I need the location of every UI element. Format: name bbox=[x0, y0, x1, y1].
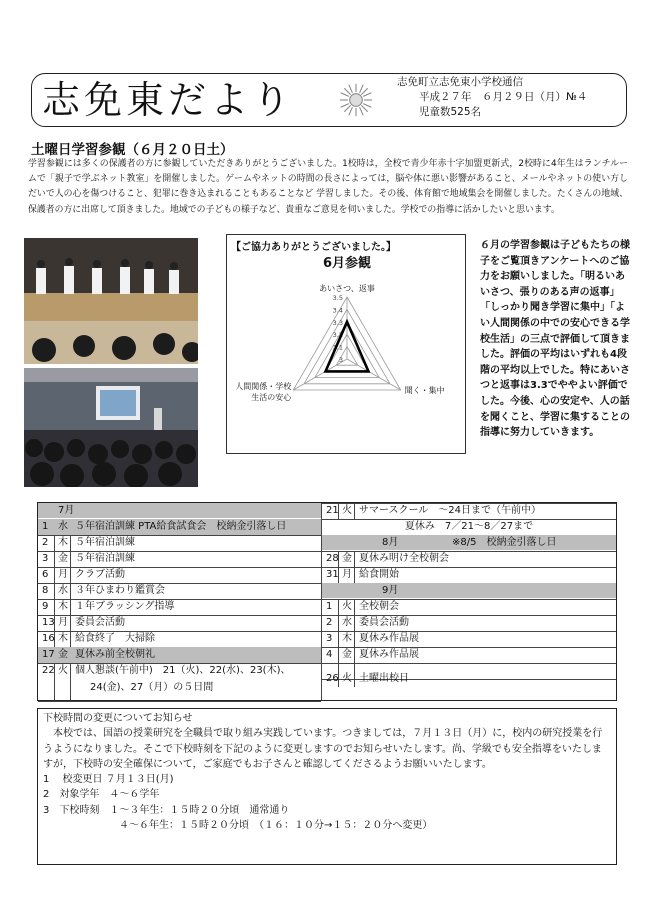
schedule-row bbox=[38, 567, 321, 583]
schedule-cell: 火 bbox=[58, 665, 68, 676]
notice-heading: 下校時間の変更についてお知らせ bbox=[43, 713, 193, 724]
schedule-cell: 委員会活動 bbox=[75, 617, 125, 628]
schedule-cell: 4 bbox=[326, 649, 333, 660]
survey-description: ６月の学習参観は子どもたちの様子をご覧頂きアンケートへのご協力をお願いしました。「明るいあいさつ、張りのある声の返事」「しっかり聞き学習に集中」「よい人間関係の中での安心できる学校生活」の三点で評価して頂きました。評価の平均はいずれも4段階の平均以上でした。特にあいさつと返事は3.3でややよい評価でした。今後、心の安定や、人の話を聞くこと、学習に集することの指導に努力していきます。 bbox=[480, 240, 630, 439]
axis-label-greeting: あいさつ、返事 bbox=[319, 284, 375, 293]
schedule-cell: 3 bbox=[42, 553, 49, 564]
schedule-cell: ※8/5 校納金引落し日 bbox=[452, 537, 557, 548]
schedule-cell: 木 bbox=[58, 601, 68, 612]
notice-item-time-upper: ４～６年生：１５時２０分頃 （１６：１０分→１５：２０分へ変更） bbox=[119, 820, 433, 832]
schedule-row bbox=[322, 631, 616, 646]
schedule-row bbox=[322, 503, 616, 518]
radar-tick-label: 3.3 bbox=[332, 318, 343, 327]
schedule-cell: 13 bbox=[42, 617, 55, 628]
radar-spoke bbox=[347, 359, 401, 390]
schedule-cell: 金 bbox=[58, 649, 68, 660]
schedule-row bbox=[38, 599, 321, 615]
grid-line bbox=[354, 599, 355, 615]
schedule-cell: 夏休み前全校朝礼 bbox=[75, 649, 155, 660]
schedule-row bbox=[322, 647, 616, 662]
schedule-cell: 2 bbox=[326, 617, 333, 628]
schedule-row bbox=[38, 519, 321, 535]
schedule-cell: 金 bbox=[342, 553, 352, 564]
schedule-row bbox=[38, 663, 321, 701]
survey-box bbox=[226, 234, 466, 454]
radar-tick-label: 3.5 bbox=[332, 294, 343, 302]
schedule-cell: 火 bbox=[342, 673, 352, 684]
schedule-cell: ３年ひまわり鑑賞会 bbox=[75, 585, 165, 596]
schedule-cell: 3 bbox=[326, 633, 333, 644]
schedule-cell: 個人懇談(午前中) 21（火)、22(水)、23(木)、 bbox=[75, 665, 291, 676]
section-heading: 土曜日学習参観（６月２０日土） bbox=[31, 142, 234, 158]
schedule-cell: クラブ活動 bbox=[75, 569, 125, 580]
schedule-row bbox=[322, 599, 616, 614]
schedule-cell: 火 bbox=[342, 601, 352, 612]
issue-date: 平成２７年 ６月２９日（月）№４ bbox=[419, 91, 588, 103]
notice-body: 本校では、国語の授業研究を全職員で取り組み実践しています。つきましては，７月１３日（月）に，校内の研究授業を行うようになりました。そこで下校時刻を下記のように変更しますのでお知らせいたします。尚、学級でも安全指導をいたしますが，下校時の安全確保について，ご家庭でもお子さんと確認してくださるようお願いいたします。 bbox=[43, 728, 603, 770]
newsletter-title: 志免東だより bbox=[42, 78, 295, 122]
schedule-cell: 月 bbox=[58, 617, 68, 628]
axis-label-listening: 聞く・集中 bbox=[404, 386, 445, 395]
grid-line bbox=[338, 567, 339, 583]
radar-tick-label: 3 bbox=[338, 356, 343, 364]
schedule-row bbox=[322, 671, 616, 686]
schedule-cell: 2 bbox=[42, 537, 49, 548]
grid-line bbox=[338, 599, 339, 615]
schedule-cell: 8 bbox=[42, 585, 49, 596]
grid-line bbox=[338, 631, 339, 647]
schedule-row bbox=[38, 535, 321, 551]
schedule-cell: 給食開始 bbox=[359, 569, 399, 580]
axis-label-relations: 人間関係・学校 bbox=[235, 382, 292, 391]
schedule-cell: 水 bbox=[58, 585, 68, 596]
grid-line bbox=[354, 631, 355, 647]
grid-line bbox=[354, 567, 355, 583]
schedule-cell: 全校朝会 bbox=[359, 601, 399, 612]
schedule-cell: 8月 bbox=[382, 537, 399, 548]
schedule-cell: ５年宿泊訓練 PTA給食試食会 校納金引落し日 bbox=[75, 521, 287, 532]
radar-tick-label: 3.1 bbox=[332, 343, 343, 352]
grid-line bbox=[338, 615, 339, 631]
schedule-cell: 金 bbox=[58, 553, 68, 564]
school-name: 志免町立志免東小学校通信 bbox=[397, 76, 523, 88]
radar-tick-label: 3.4 bbox=[332, 306, 343, 315]
grid-line bbox=[322, 663, 616, 664]
schedule-table bbox=[37, 502, 617, 701]
schedule-row bbox=[38, 551, 321, 567]
schedule-row bbox=[322, 551, 616, 566]
schedule-cell: 31 bbox=[326, 569, 339, 580]
student-count: 児童数525名 bbox=[419, 106, 482, 118]
schedule-cell: 24(金)、27（月）の５日間 bbox=[90, 682, 214, 693]
schedule-cell: 夏休み明け全校朝会 bbox=[359, 553, 449, 564]
month-header-september: 9月 bbox=[322, 583, 616, 598]
summer-vacation-note: 夏休み 7／21～8／27まで bbox=[404, 521, 534, 532]
chart-title: 6月参観 bbox=[322, 256, 372, 271]
net-class-photo bbox=[24, 368, 198, 487]
grid-line bbox=[354, 647, 355, 663]
schedule-cell: 夏休み作品展 bbox=[359, 649, 419, 660]
grid-line bbox=[338, 551, 339, 567]
intro-paragraph: 学習参観には多くの保護者の方に参観していただきありがとうございました。1校時は，全校で青少年赤十字加盟更新式，2校時に4年生はランチルームで「親子で学ぶネット教室」を開催しました。ゲームやネットの時間の長さによっては，脳や体に悪い影響があること、メールやネットの使い方しだいで人の心を傷つけること、犯罪に巻き込まれることもあることなど 学習しました。その後、体育館で地域集会を開催しました。たくさんの地域、保護者の方に出席して頂きました。地域での子どもの様子など、貴重なご意見を伺いました。学校での指導に活かしたいと思います。 bbox=[28, 159, 628, 215]
notice-box bbox=[37, 708, 617, 865]
schedule-cell: 給食終了 大掃除 bbox=[75, 633, 155, 644]
schedule-cell: 16 bbox=[42, 633, 55, 644]
schedule-cell: サマースクール ～24日まで（午前中） bbox=[359, 505, 542, 516]
schedule-cell: 木 bbox=[58, 633, 68, 644]
school-emblem-icon bbox=[338, 82, 374, 118]
schedule-cell: 水 bbox=[342, 617, 352, 628]
schedule-cell: 土曜出校日 bbox=[359, 673, 409, 684]
schedule-cell: ５年宿泊訓練 bbox=[75, 553, 135, 564]
schedule-row bbox=[322, 567, 616, 582]
schedule-cell: 木 bbox=[58, 537, 68, 548]
grid-line bbox=[38, 701, 321, 702]
schedule-cell: 28 bbox=[326, 553, 339, 564]
schedule-cell: 金 bbox=[342, 649, 352, 660]
schedule-cell: 火 bbox=[342, 505, 352, 516]
radar-chart bbox=[227, 253, 467, 453]
notice-item-date: 1 校変更日 ７月１３日(月) bbox=[43, 774, 174, 786]
grid-line bbox=[354, 663, 355, 687]
schedule-row bbox=[38, 647, 321, 663]
radar-tick-label: 3.2 bbox=[332, 331, 343, 340]
schedule-row bbox=[38, 631, 321, 647]
schedule-cell: 木 bbox=[342, 633, 352, 644]
month-header-august bbox=[322, 535, 616, 550]
schedule-cell: 委員会活動 bbox=[359, 617, 409, 628]
schedule-cell: 22 bbox=[42, 665, 55, 676]
notice-item-grade: 2 対象学年 ４～６学年 bbox=[43, 789, 160, 801]
schedule-cell: 6 bbox=[42, 569, 49, 580]
schedule-cell: 21 bbox=[326, 505, 339, 516]
schedule-cell: 9 bbox=[42, 601, 49, 612]
schedule-row bbox=[38, 615, 321, 631]
grid-line bbox=[338, 663, 339, 687]
schedule-cell: 夏休み作品展 bbox=[359, 633, 419, 644]
school-info bbox=[397, 75, 587, 120]
masthead bbox=[31, 73, 627, 127]
axis-label-relations-cont: 生活の安心 bbox=[251, 393, 292, 402]
schedule-row bbox=[322, 615, 616, 630]
schedule-cell: 26 bbox=[326, 673, 339, 684]
survey-thanks-label: 【ご協力ありがとうございました。】 bbox=[231, 242, 396, 253]
grid-line bbox=[338, 647, 339, 663]
schedule-cell: ５年宿泊訓練 bbox=[75, 537, 135, 548]
schedule-cell: 17 bbox=[42, 649, 55, 660]
month-header-july: 7月 bbox=[38, 503, 321, 518]
grid-line bbox=[354, 551, 355, 567]
schedule-cell: 水 bbox=[58, 521, 68, 532]
schedule-row bbox=[38, 583, 321, 599]
stage-ceremony-photo bbox=[24, 238, 198, 364]
grid-line bbox=[354, 615, 355, 631]
schedule-cell: 1 bbox=[326, 601, 333, 612]
schedule-cell: 月 bbox=[58, 569, 68, 580]
schedule-cell: １年ブラッシング指導 bbox=[75, 601, 175, 612]
schedule-cell: 月 bbox=[342, 569, 352, 580]
schedule-cell: 1 bbox=[42, 521, 49, 532]
notice-item-time: 3 下校時刻 １～３年生：１５時２０分頃 通常通り bbox=[43, 804, 290, 816]
